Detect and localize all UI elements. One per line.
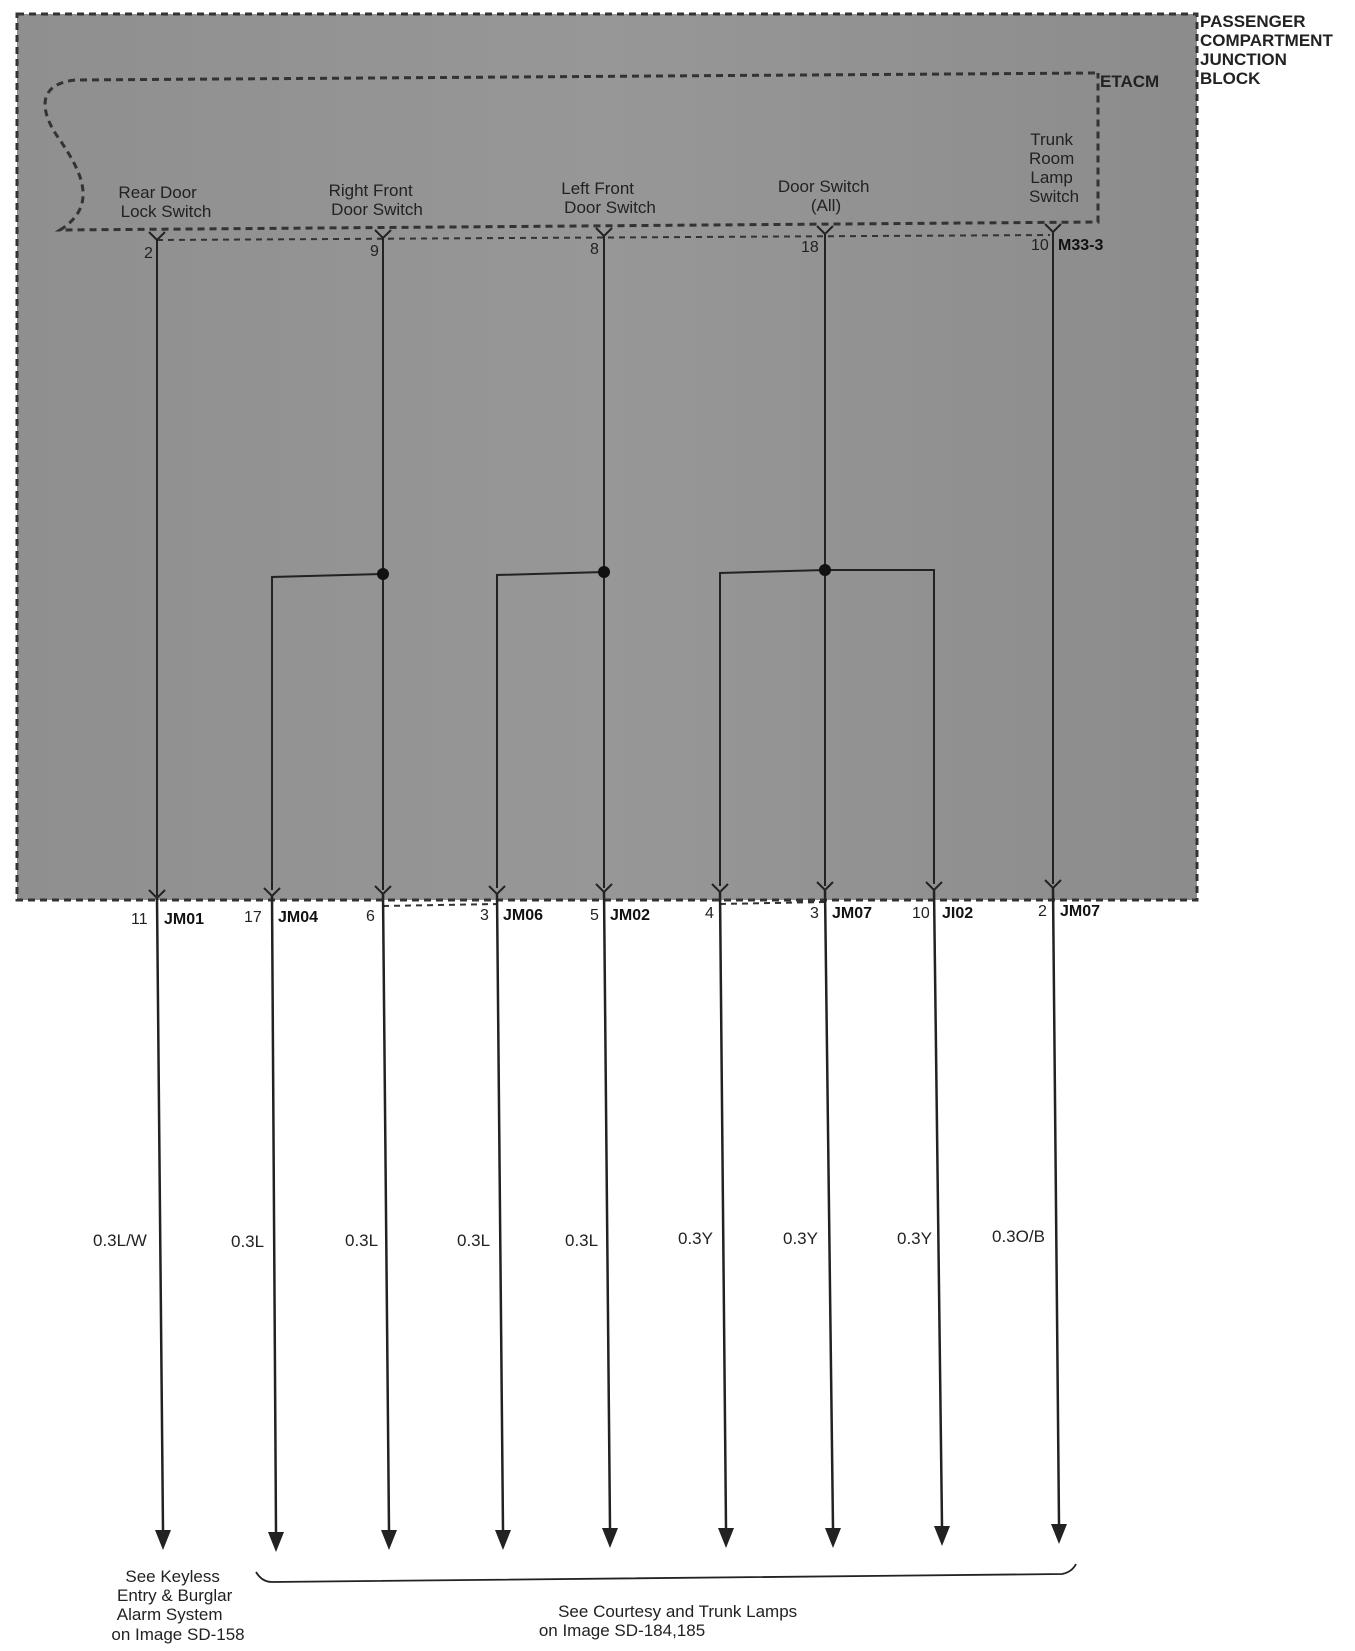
reference-keyless: See Keyless Entry & Burglar Alarm System on Image SD-158 [111, 1567, 245, 1644]
wire-label: 0.3L [345, 1231, 379, 1250]
output-pin: 4 [705, 905, 714, 922]
output-connector: JM06 [503, 907, 544, 924]
output-connector: JM07 [1060, 903, 1101, 920]
output-pin: 11 [131, 911, 148, 928]
input-label-right-front: Right Front Door Switch [328, 181, 423, 219]
output-connector: JM04 [278, 909, 319, 926]
wire-label: 0.3L/W [93, 1231, 147, 1250]
output-pin: 6 [366, 908, 375, 925]
output-pin: 2 [1038, 903, 1047, 920]
input-label-door-switch-all: Door Switch (All) [777, 177, 870, 215]
input-pin: 9 [370, 243, 379, 260]
output-pin: 10 [912, 905, 930, 922]
wire-label: 0.3L [565, 1231, 599, 1250]
output-pin: 3 [480, 907, 489, 924]
input-pin: 8 [590, 241, 599, 258]
wire-arrows [155, 1524, 1067, 1552]
input-pin: 10 [1031, 237, 1049, 254]
output-pin: 5 [590, 907, 599, 924]
output-connector: JI02 [942, 905, 974, 922]
output-pin: 3 [810, 905, 819, 922]
wire-label: 0.3L [231, 1232, 265, 1251]
wire-label: 0.3Y [678, 1229, 713, 1248]
wire-label: 0.3Y [783, 1229, 818, 1248]
reference-courtesy: See Courtesy and Trunk Lamps on Image SD-184,185 [538, 1602, 798, 1640]
courtesy-bracket [256, 1564, 1076, 1582]
module-connector: M33-3 [1058, 237, 1104, 254]
output-connector: JM07 [832, 905, 873, 922]
wire-label: 0.3Y [897, 1229, 932, 1248]
input-label-rear-door: Rear Door Lock Switch [118, 183, 212, 221]
output-connector: JM02 [610, 907, 651, 924]
junction-block-title: PASSENGER COMPARTMENT JUNCTION BLOCK [1200, 12, 1333, 88]
junction-block-area [17, 14, 1197, 900]
output-connector: JM01 [164, 911, 205, 928]
wire-label: 0.3O/B [992, 1227, 1045, 1246]
input-label-left-front: Left Front Door Switch [561, 179, 656, 217]
external-wiring [157, 888, 1059, 1532]
module-name: ETACM [1100, 72, 1160, 91]
wire-label: 0.3L [457, 1231, 491, 1250]
input-pin: 18 [801, 239, 819, 256]
output-pin: 17 [244, 909, 262, 926]
input-pin: 2 [144, 245, 153, 262]
input-label-trunk-room: Trunk Room Lamp Switch [1028, 130, 1080, 206]
